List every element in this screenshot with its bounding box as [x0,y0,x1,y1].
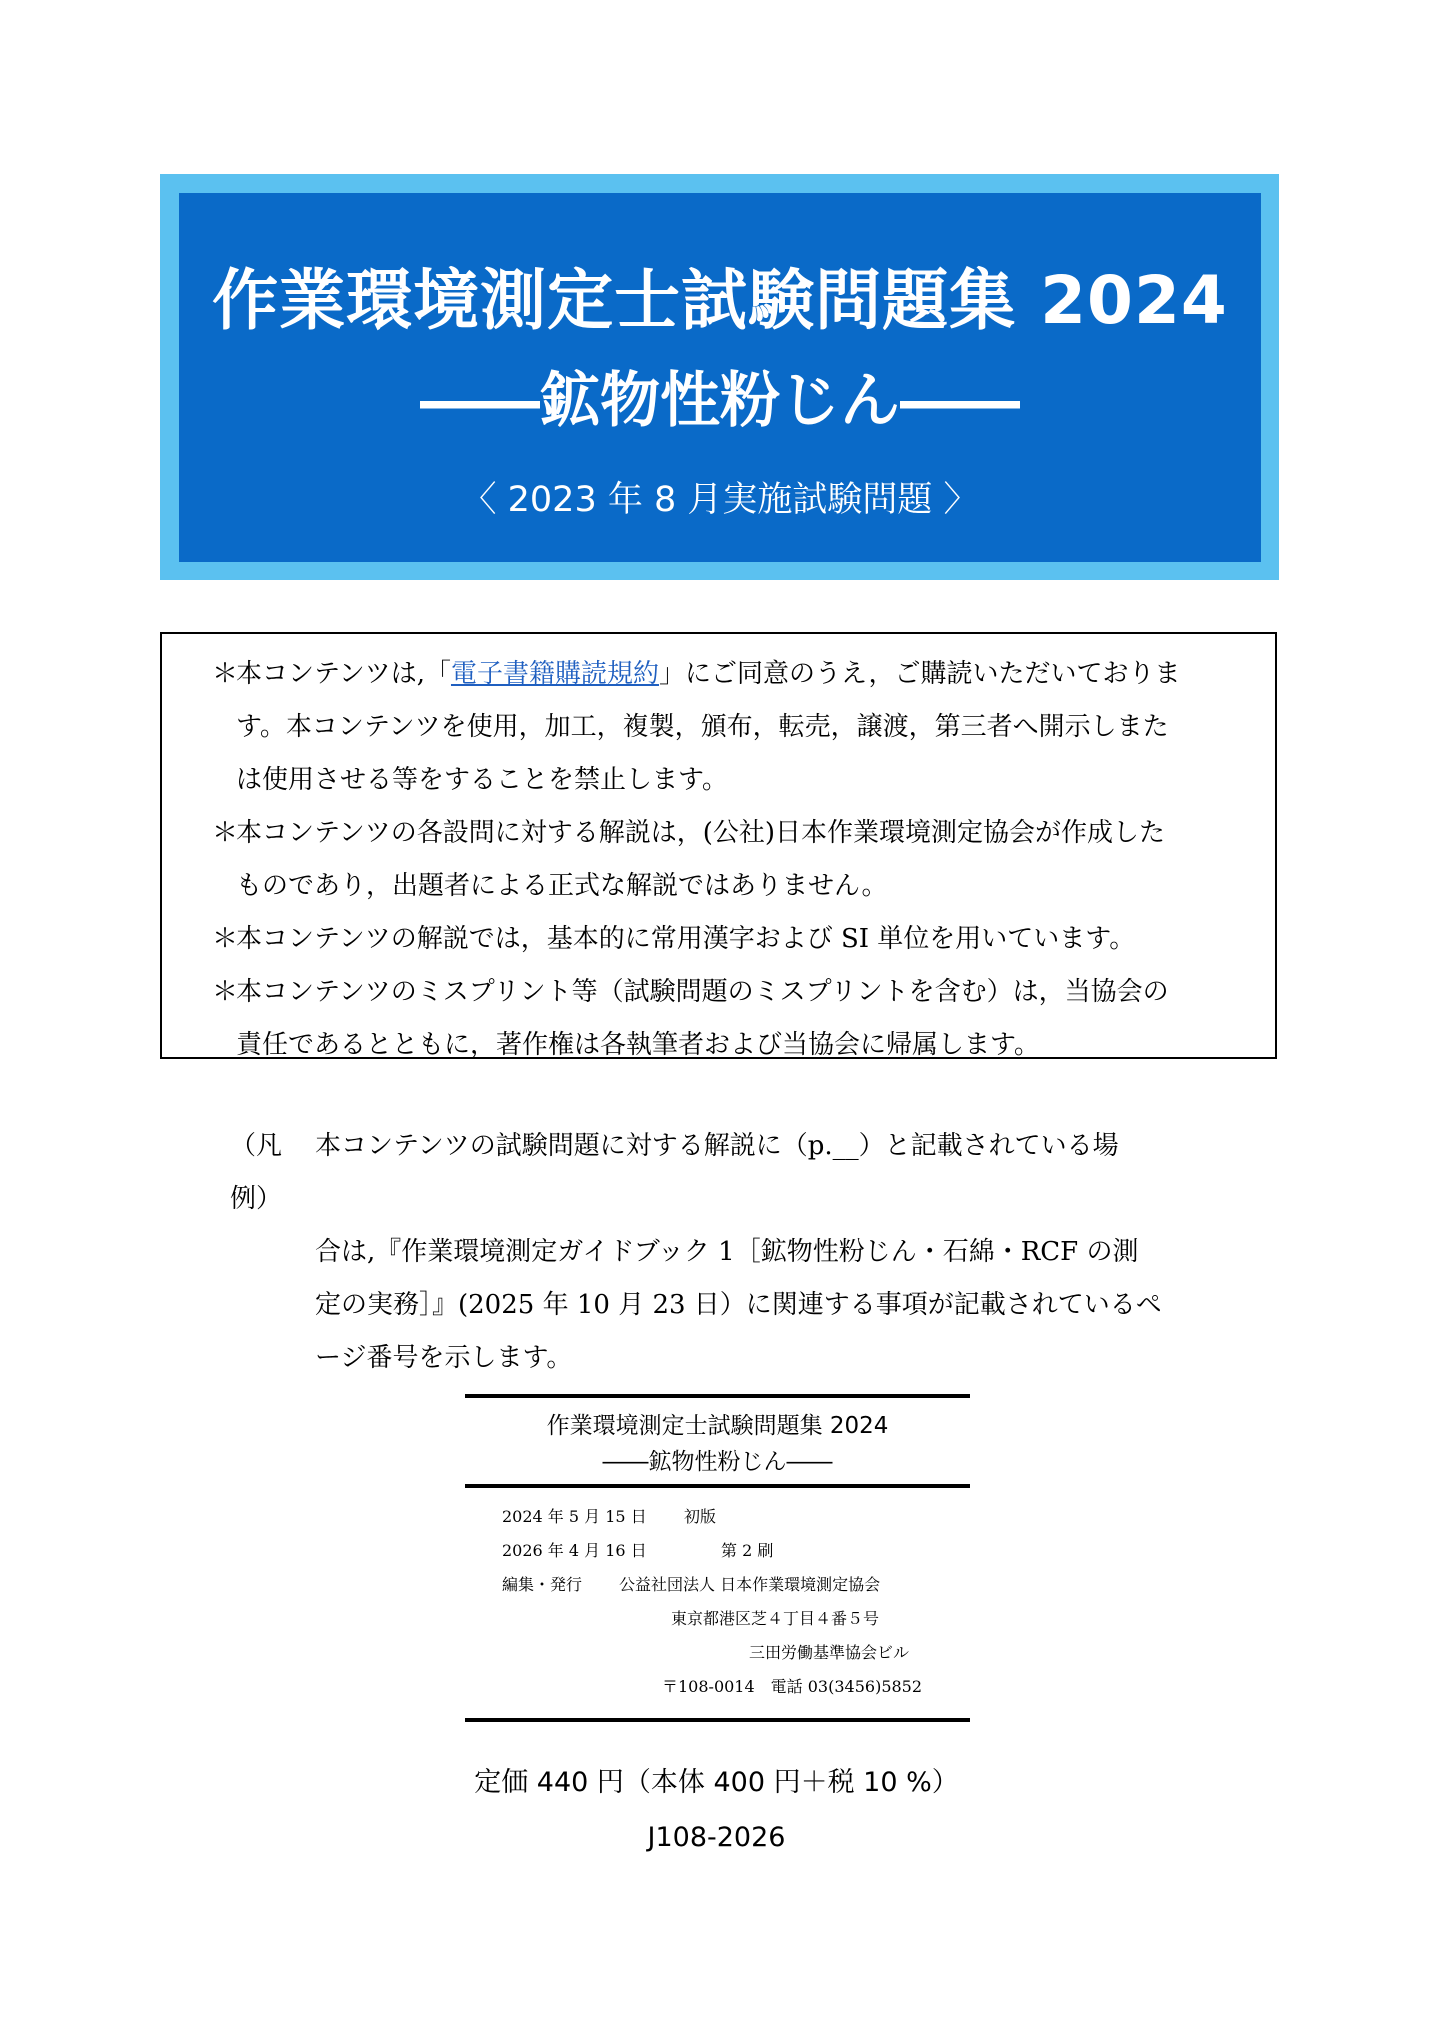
legend-text: 本コンテンツの試験問題に対する解説に（p.__）と記載されている場 [315,1131,1119,1161]
asterisk-icon: ＊ [212,659,239,689]
notice-text: 責任であるとともに，著作権は各執筆者および当協会に帰属します。 [236,1030,1040,1060]
legend [230,1120,1220,1385]
notice-box [160,632,1277,1059]
title-banner [179,193,1261,562]
ebook-terms-link[interactable]: 電子書籍購読規約 [450,659,659,689]
notice-text: 本コンテンツは,「 [236,659,451,689]
colophon-details [465,1488,970,1718]
second-print-date: 2026 年 4 月 16 日 [502,1541,647,1560]
publisher-address: 東京都港区芝４丁目４番５号 [671,1609,880,1628]
notice-text: ものであり，出題者による正式な解説ではありません。 [236,871,888,901]
colophon-title [465,1398,970,1484]
notice-item-terms [212,648,1252,807]
colophon-title-line: 作業環境測定士試験問題集 2024 [546,1413,889,1439]
second-print-label: 第 2 刷 [721,1541,774,1560]
colophon-subtitle-line: ――鉱物性粉じん―― [602,1449,833,1475]
asterisk-icon: ＊ [212,818,239,848]
product-code: J108-2026 [647,1822,786,1853]
publisher-name: 公益社団法人 日本作業環境測定協会 [619,1575,881,1594]
divider [465,1718,970,1722]
notice-text: は使用させる等をすることを禁止します。 [236,765,728,795]
notice-text: 本コンテンツの解説では，基本的に常用漢字および SI 単位を用いています。 [236,924,1136,954]
postal-phone: 〒108-0014 電話 03(3456)5852 [662,1677,923,1696]
first-edition-date: 2024 年 5 月 15 日 [502,1507,647,1526]
price: 定価 440 円（本体 400 円＋税 10 %） [474,1767,959,1798]
notice-text: す。本コンテンツを使用，加工，複製，頒布，転売，譲渡，第三者へ開示しまた [236,712,1169,742]
publisher-building: 三田労働基準協会ビル [749,1643,910,1662]
asterisk-icon: ＊ [212,924,239,954]
notice-text: 本コンテンツの各設問に対する解説は，(公社)日本作業環境測定協会が作成した [236,818,1165,848]
exam-date-note: 〈 2023 年 8 月実施試験問題 〉 [461,480,979,520]
notice-text: 本コンテンツのミスプリント等（試験問題のミスプリントを含む）は，当協会の [236,977,1169,1007]
notice-list [212,648,1252,1072]
notice-item-units [212,913,1252,966]
legend-text: 定の実務］』(2025 年 10 月 23 日）に関連する事項が記載されているペ [315,1290,1162,1320]
publisher-label: 編集・発行 [502,1575,583,1594]
notice-item-explanations [212,807,1252,913]
notice-item-misprints [212,966,1252,1072]
legend-label: （凡例） [230,1131,283,1214]
notice-text: 」にご同意のうえ，ご購読いただいておりま [658,659,1181,689]
colophon [465,1394,970,1722]
asterisk-icon: ＊ [212,977,239,1007]
first-edition-label: 初版 [684,1507,717,1526]
legend-text: 合は,『作業環境測定ガイドブック 1［鉱物性粉じん・石綿・RCF の測 [315,1237,1139,1267]
book-title: 作業環境測定士試験問題集 2024 [212,262,1228,339]
legend-text: ージ番号を示します。 [315,1343,573,1373]
book-subtitle: ――鉱物性粉じん―― [420,366,1020,436]
